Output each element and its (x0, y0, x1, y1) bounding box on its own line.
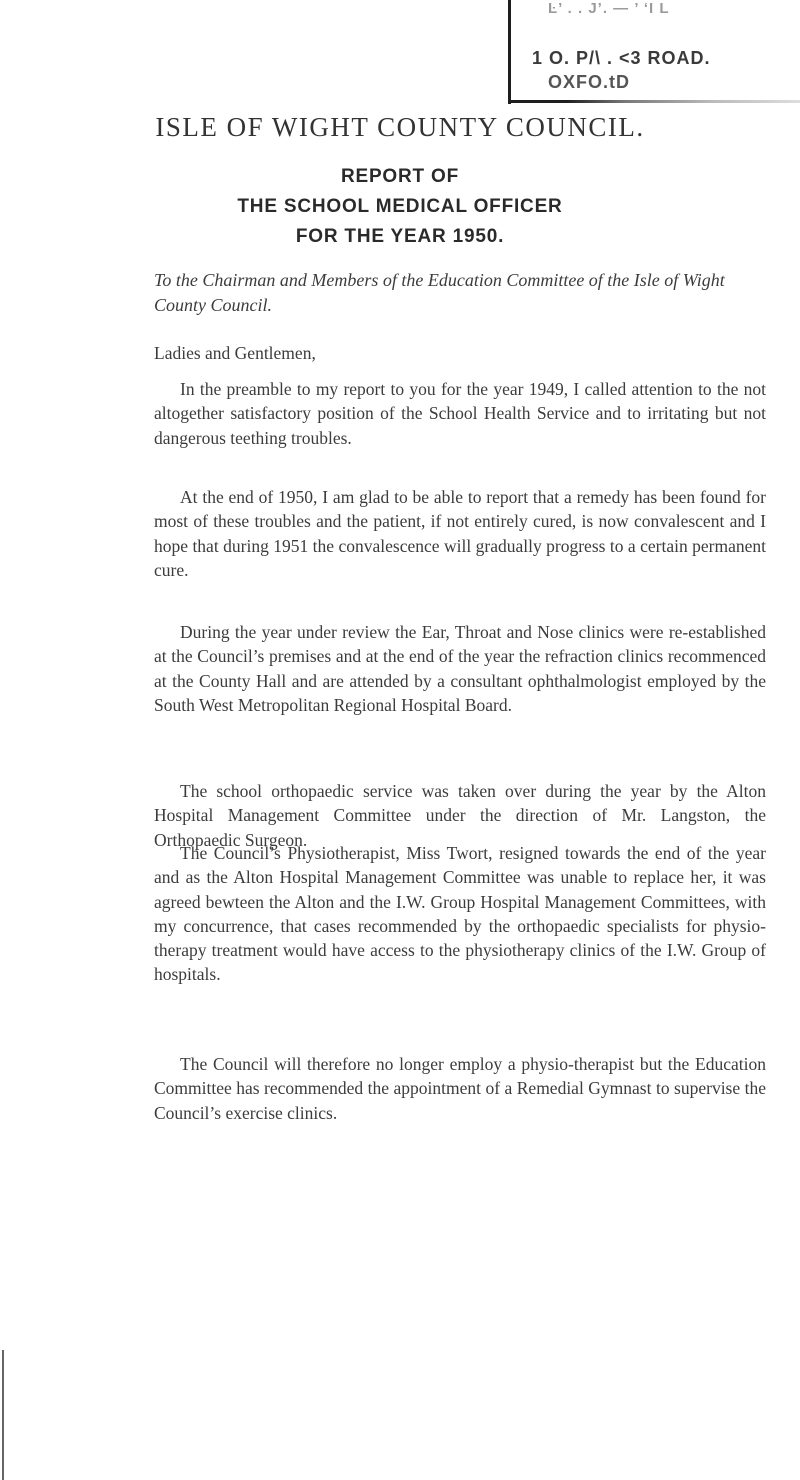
stamp-address-line1: 1 O. P/\ . <3 ROAD. (532, 48, 711, 68)
stamp-address-line2: OXFO.tD (548, 72, 630, 92)
paragraph-6: The Council will therefore no longer employ a physio-therapist but the Education Committee has recommended the appointment of a Remedial Gymnast to supervise the Council’s exercise clinics. (154, 1054, 766, 1123)
scan-edge-line (2, 1350, 4, 1480)
paragraph-2: At the end of 1950, I am glad to be able to report that a remedy has been found for most of these troubles and the patient, if not entirely cured, is now convalescent and I hope that during 1951 the convalescence will gradually progress to a certain permanent cure. (154, 487, 766, 580)
paragraph-1: In the preamble to my report to you for the year 1949, I called attention to the not altogether satisfactory position of the School Health Service and to irritating but not dangerous teething troubles. (154, 379, 766, 448)
stamp-top-fragment: Ŀ’ . . J’. — ’ ‘I L (548, 0, 670, 17)
paragraph-5: The Council’s Physiotherapist, Miss Twort, resigned towards the end of the year and as the Alton Hospital Management Committee was unable to replace her, it was agreed bewteen the Alton and the I.W. Group Hospital Management Committees, with my concurrence, that cases recommended by the orthopaedic specialists for physio-therapy treatment would have access to the physiotherapy clinics of the I.W. Group of hospitals. (154, 843, 766, 985)
report-heading-line3: FOR THE YEAR 1950. (295, 226, 505, 247)
report-heading-line2: THE SCHOOL MEDICAL OFFICER (237, 196, 563, 217)
council-name: ISLE OF WIGHT COUNTY COUNCIL. (155, 112, 645, 142)
dedication: To the Chairman and Members of the Education Committee of the Isle of Wight County Council. (154, 270, 725, 315)
paragraph-4: The school orthopaedic service was taken over during the year by the Alton Hospital Management Committee under the direction of Mr. Langston, the Orthopaedic Surgeon. (154, 781, 766, 850)
report-heading-line1: REPORT OF (340, 166, 460, 187)
paragraph-3: During the year under review the Ear, Throat and Nose clinics were re-established at the Council’s premises and at the end of the year the refraction clinics recommenced at the County Hall and are attended by a consultant ophthalmologist employed by the South West Metropolitan Regional Hospital Board. (154, 622, 766, 715)
library-stamp (508, 0, 800, 112)
stamp-border-vertical (508, 0, 511, 104)
stamp-border-horizontal (508, 100, 800, 103)
salutation: Ladies and Gentlemen, (154, 343, 316, 363)
